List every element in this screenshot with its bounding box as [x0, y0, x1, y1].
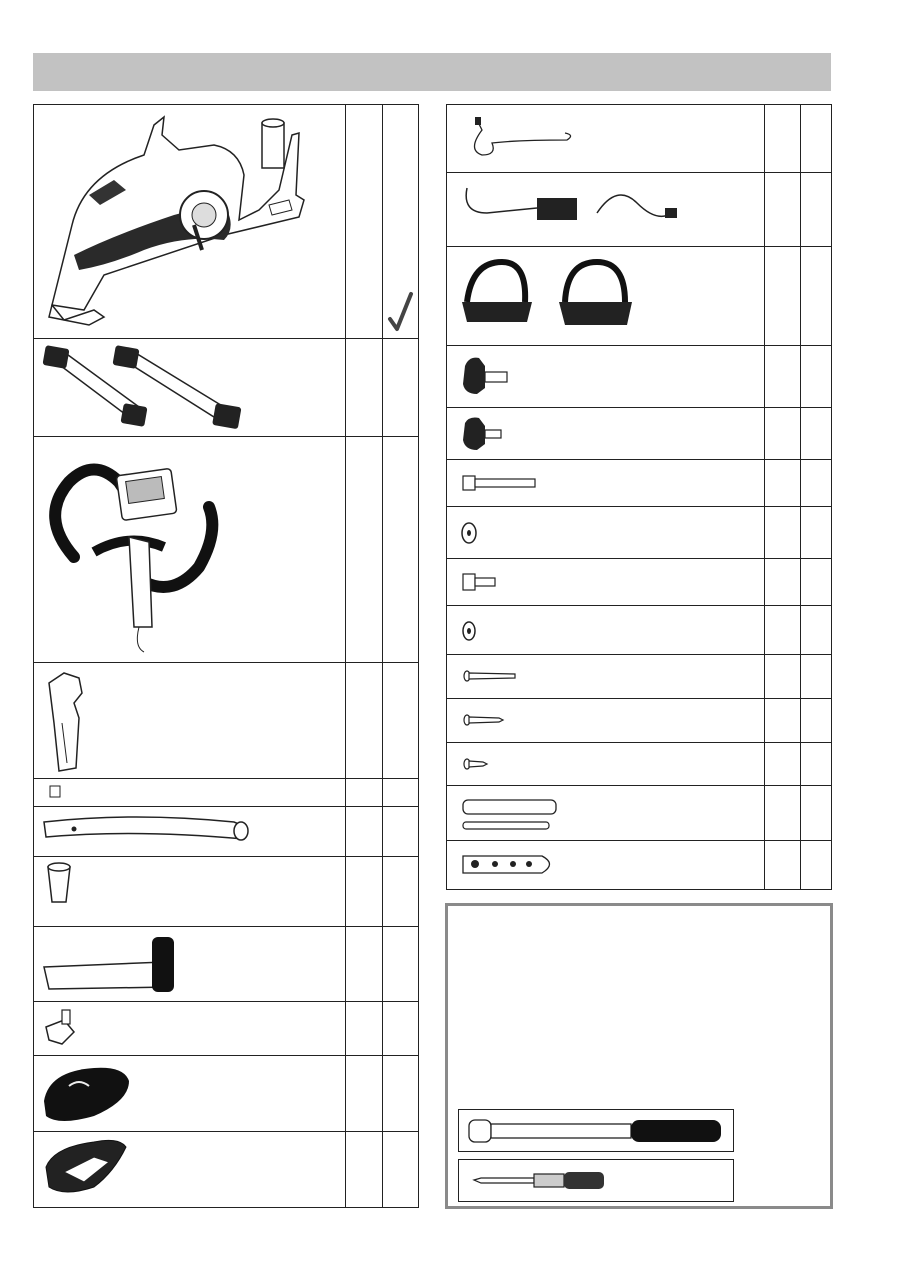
part-row-main-frame: [34, 105, 418, 339]
screwdriver-icon: [459, 1160, 733, 1201]
washer-icon: [447, 507, 763, 558]
part-row-sensor-cable: [447, 105, 831, 173]
multi-wrench-icon: [447, 841, 763, 888]
part-row-long-screw: [447, 655, 831, 699]
part-row-stabilizer-bars: [34, 339, 418, 437]
screw-icon: [447, 655, 763, 698]
part-row-pedals: [447, 247, 831, 346]
part-row-short-screw: [447, 743, 831, 786]
tools-box: [445, 903, 833, 1209]
part-row-seat-top: [34, 1056, 418, 1132]
part-row-hex-socket-wrench: [447, 786, 831, 841]
sensor-cable-icon: [447, 105, 763, 172]
clip-icon: [34, 779, 344, 806]
torque-wrench-icon: [459, 1110, 733, 1151]
seat-bottom-icon: [34, 1132, 344, 1206]
socket-wrench-icon: [447, 786, 763, 840]
part-row-short-bolt: [447, 559, 831, 606]
part-row-seat-post-cover: [34, 663, 418, 779]
right-parts-table: [446, 104, 832, 890]
part-row-small-clip: [34, 779, 418, 807]
seat-top-icon: [34, 1056, 344, 1131]
bolt-icon: [447, 559, 763, 605]
part-row-seat-bottom: [34, 1132, 418, 1207]
part-row-long-bolt: [447, 460, 831, 507]
part-row-small-washer: [447, 606, 831, 655]
screw-icon: [447, 699, 763, 742]
handlebar-console-icon: [34, 437, 344, 662]
knob-icon: [447, 346, 763, 407]
part-row-power-adapter: [447, 173, 831, 247]
seat-tube-icon: [34, 807, 344, 856]
part-row-medium-screw: [447, 699, 831, 743]
check-mark-icon: [387, 291, 415, 333]
seat-post-cover-icon: [34, 663, 344, 778]
stabilizer-bars-icon: [34, 339, 344, 436]
screw-icon: [447, 743, 763, 785]
bushing-icon: [34, 857, 344, 926]
part-row-handlebar-console: [34, 437, 418, 663]
part-row-seat-tube: [34, 807, 418, 857]
pedals-icon: [447, 247, 763, 345]
power-adapter-icon: [447, 173, 763, 246]
seat-slider-icon: [34, 927, 344, 1001]
part-row-bushing: [34, 857, 418, 927]
part-row-adapter: [34, 1002, 418, 1056]
bolt-icon: [447, 460, 763, 506]
header-bar: [33, 53, 831, 91]
knob-icon: [447, 408, 763, 459]
part-row-multi-wrench: [447, 841, 831, 889]
tool-screwdriver: [458, 1159, 734, 1202]
part-row-adjustment-knob-large: [447, 346, 831, 408]
tool-torque-wrench: [458, 1109, 734, 1152]
washer-icon: [447, 606, 763, 654]
part-row-adjustment-knob-small: [447, 408, 831, 460]
part-row-large-washer: [447, 507, 831, 559]
bike-main-frame-icon: [34, 105, 344, 338]
left-parts-table: [33, 104, 419, 1208]
adapter-icon: [34, 1002, 344, 1055]
part-row-seat-slider: [34, 927, 418, 1002]
